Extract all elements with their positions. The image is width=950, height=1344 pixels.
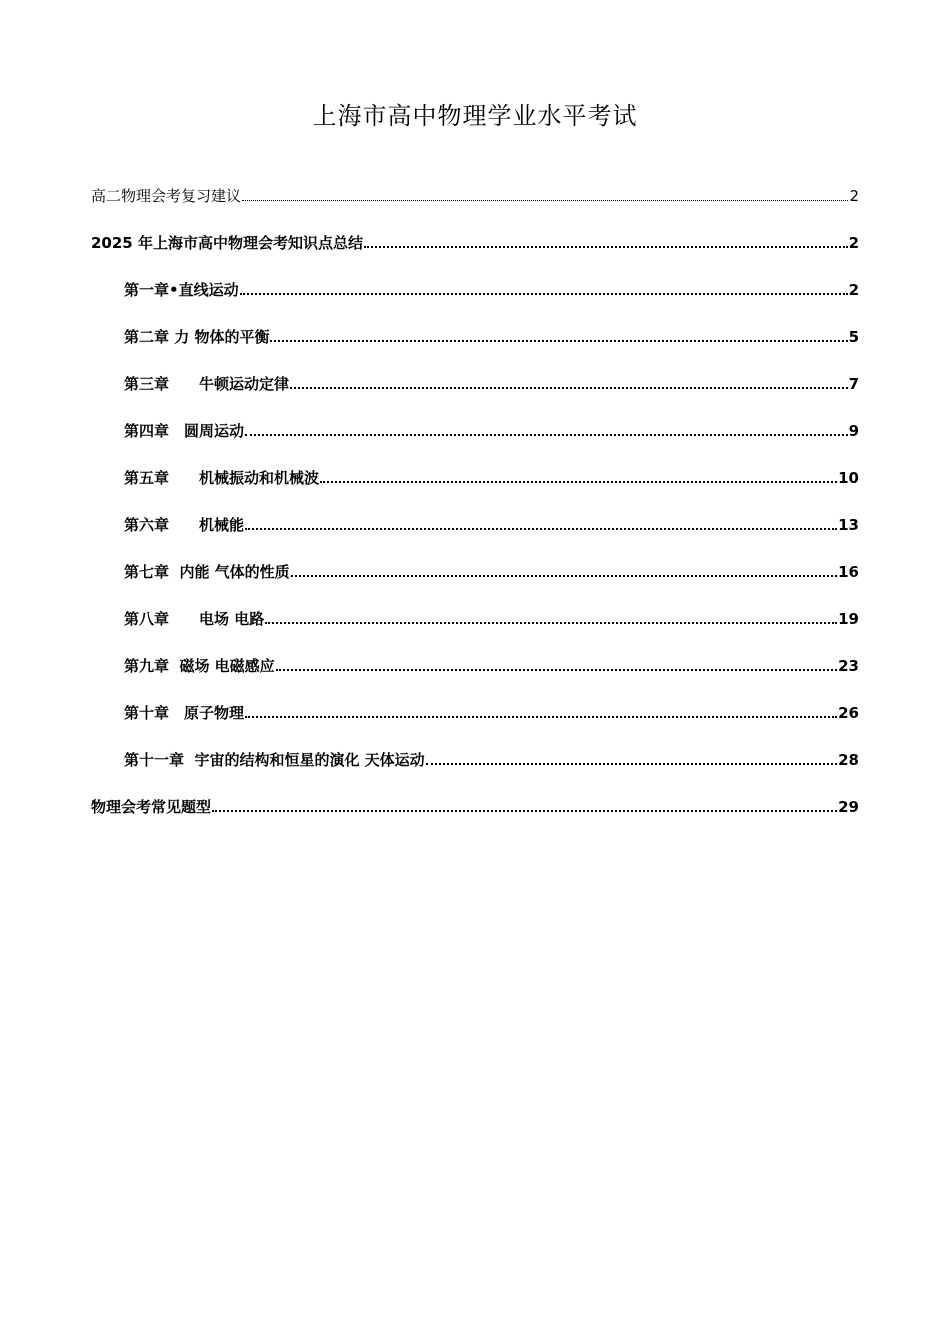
- toc-entry-label: 第九章 磁场 电磁感应: [124, 657, 275, 675]
- toc-entry-label: 第七章 内能 气体的性质: [124, 563, 290, 581]
- toc-entry-page: 23: [838, 657, 859, 675]
- toc-dot-leader: [242, 200, 848, 201]
- toc-entry-chapter-7[interactable]: [91, 556, 859, 582]
- toc-entry-page: 13: [838, 516, 859, 534]
- toc-entry-chapter-2[interactable]: [91, 321, 859, 347]
- toc-entry-label: 物理会考常见题型: [91, 798, 212, 816]
- toc-entry-page: 2: [848, 281, 859, 299]
- toc-dot-leader: [320, 481, 837, 483]
- toc-entry-chapter-5[interactable]: [91, 462, 859, 488]
- toc-entry-label: 第十章 原子物理: [124, 704, 245, 722]
- toc-entry-page: 28: [838, 751, 859, 769]
- toc-dot-leader: [276, 669, 837, 671]
- toc-entry-page: 2: [848, 234, 859, 252]
- toc-dot-leader: [212, 810, 837, 812]
- page-title: 上海市高中物理学业水平考试: [312, 102, 638, 130]
- toc-dot-leader: [240, 293, 848, 295]
- toc-dot-leader: [270, 340, 847, 342]
- toc-entry-page: 19: [838, 610, 859, 628]
- toc-entry-chapter-4[interactable]: [91, 415, 859, 441]
- toc-entry-chapter-10[interactable]: [91, 697, 859, 723]
- toc-entry-chapter-1[interactable]: [91, 274, 859, 300]
- toc-entry-knowledge-summary[interactable]: [91, 227, 859, 253]
- toc-entry-label: 第八章 电场 电路: [124, 610, 265, 628]
- toc-entry-label: 第五章 机械振动和机械波: [124, 469, 320, 487]
- toc-entry-page: 29: [838, 798, 859, 816]
- toc-entry-label: 第六章 机械能: [124, 516, 245, 534]
- toc-entry-page: 7: [848, 375, 859, 393]
- toc-entry-page: 9: [848, 422, 859, 440]
- toc-dot-leader: [291, 575, 837, 577]
- toc-entry-label: 第二章 力 物体的平衡: [124, 328, 270, 346]
- toc-entry-chapter-3[interactable]: [91, 368, 859, 394]
- toc-entry-label: 第十一章 宇宙的结构和恒星的演化 天体运动: [124, 751, 425, 769]
- toc-entry-chapter-11[interactable]: [91, 744, 859, 770]
- toc-dot-leader: [265, 622, 837, 624]
- toc-entry-label: 高二物理会考复习建议: [91, 187, 242, 205]
- toc-entry-review-advice[interactable]: [91, 180, 859, 206]
- toc-dot-leader: [245, 528, 837, 530]
- toc-entry-chapter-6[interactable]: [91, 509, 859, 535]
- toc-entry-label: 第四章 圆周运动: [124, 422, 245, 440]
- toc-entry-page: 16: [838, 563, 859, 581]
- toc-dot-leader: [426, 763, 837, 765]
- toc-entry-page: 5: [848, 328, 859, 346]
- toc-entry-chapter-8[interactable]: [91, 603, 859, 629]
- toc-entry-page: 26: [838, 704, 859, 722]
- toc-entry-label: 第三章 牛顿运动定律: [124, 375, 290, 393]
- toc-dot-leader: [245, 716, 837, 718]
- toc-dot-leader: [364, 246, 848, 248]
- toc-entry-page: 2: [849, 187, 859, 205]
- toc-entry-common-questions[interactable]: [91, 791, 859, 817]
- toc-entry-label: 第一章•直线运动: [124, 281, 239, 299]
- toc-entry-page: 10: [838, 469, 859, 487]
- toc-dot-leader: [245, 434, 848, 436]
- toc-entry-chapter-9[interactable]: [91, 650, 859, 676]
- toc-dot-leader: [290, 387, 848, 389]
- toc-entry-label: 2025 年上海市高中物理会考知识点总结: [91, 234, 363, 252]
